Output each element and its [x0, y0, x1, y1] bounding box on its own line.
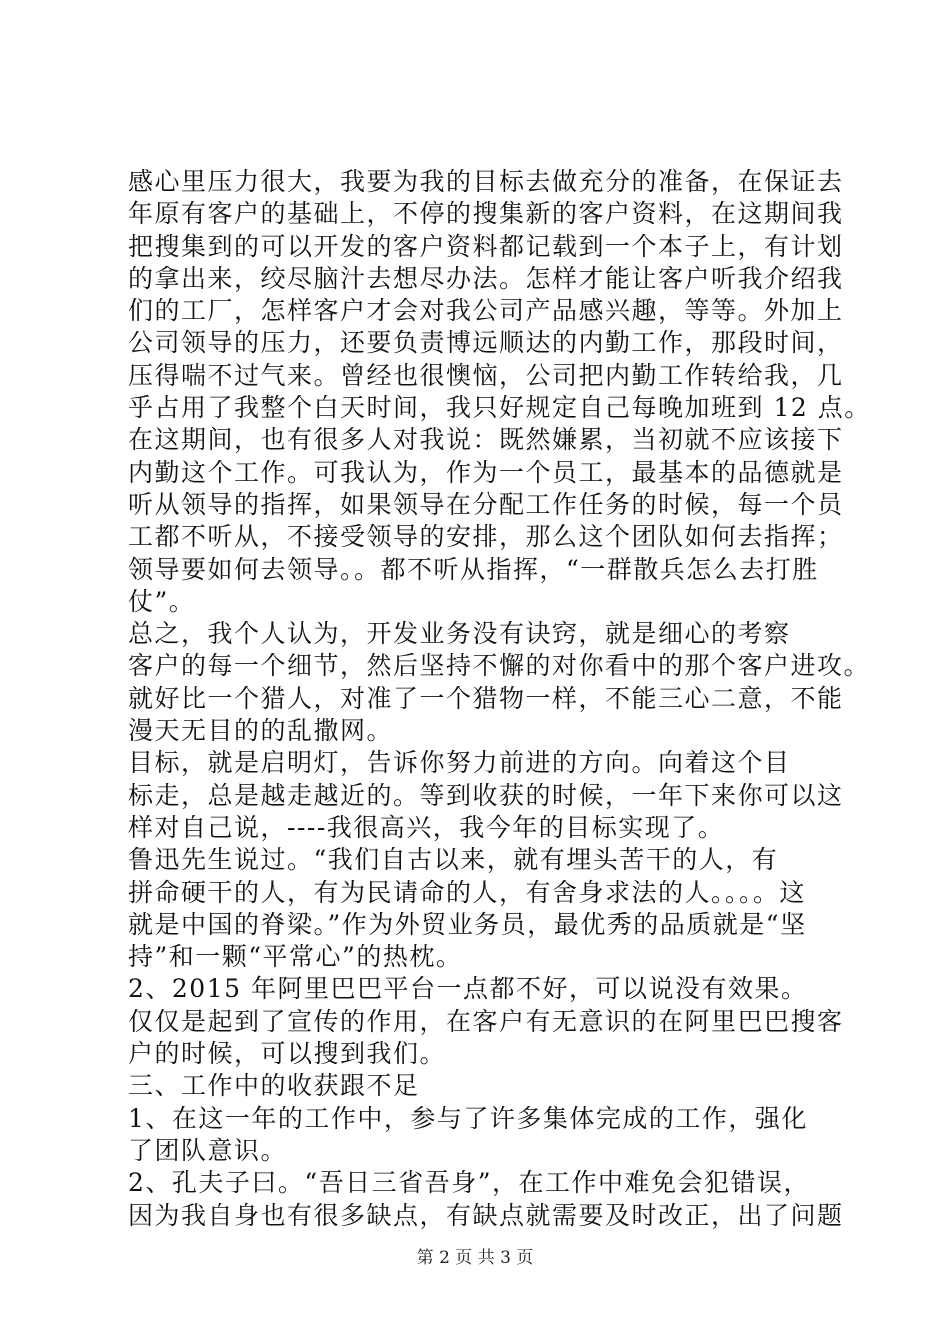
text-line: 仅仅是起到了宣传的作用，在客户有无意识的在阿里巴巴搜客	[128, 1006, 844, 1036]
text-line: 持”和一颗“平常心”的热枕。	[128, 942, 463, 972]
text-line: 拼命硬干的人，有为民请命的人，有舍身求法的人。。。。这	[128, 877, 807, 907]
text-line: 标走，总是越走越近的。等到收获的时候，一年下来你可以这	[128, 780, 844, 810]
text-line: 仗”。	[128, 586, 196, 616]
page-number-footer: 第 2 页 共 3 页	[416, 1248, 534, 1268]
text-line: 2、孔夫子曰。“吾日三省吾身”，在工作中难免会犯错误，	[128, 1168, 810, 1198]
text-line: 感心里压力很大，我要为我的目标去做充分的准备，在保证去	[128, 167, 844, 196]
text-line: 内勤这个工作。可我认为，作为一个员工，最基本的品德就是	[128, 457, 844, 487]
text-line: 客户的每一个细节，然后坚持不懈的对你看中的那个客户进攻。	[128, 651, 871, 681]
text-line: 漫天无目的的乱撒网。	[128, 716, 394, 746]
text-line: 户的时候，可以搜到我们。	[128, 1039, 447, 1069]
text-line: 公司领导的压力，还要负责博远顺达的内勤工作，那段时间，	[128, 328, 844, 358]
text-line: 三、工作中的收获跟不足	[128, 1071, 420, 1101]
text-line: 1、在这一年的工作中，参与了许多集体完成的工作，强化	[128, 1103, 808, 1133]
text-line: 乎占用了我整个白天时间，我只好规定自己每晚加班到 12 点。	[128, 393, 871, 423]
text-line: 压得喘不过气来。曾经也很懊恼，公司把内勤工作转给我，几	[128, 360, 844, 390]
text-line: 在这期间，也有很多人对我说：既然嫌累，当初就不应该接下	[128, 425, 844, 455]
text-line: 就是中国的脊梁。”作为外贸业务员，最优秀的品质就是“坚	[128, 909, 807, 939]
text-line: 就好比一个猎人，对准了一个猎物一样，不能三心二意，不能	[128, 683, 844, 713]
text-line: 目标，就是启明灯，告诉你努力前进的方向。向着这个目	[128, 748, 791, 778]
text-line: 们的工厂，怎样客户才会对我公司产品感兴趣，等等。外加上	[128, 296, 844, 326]
text-line: 领导要如何去领导。。都不听从指挥，“一群散兵怎么去打胜	[128, 554, 819, 584]
text-line: 年原有客户的基础上，不停的搜集新的客户资料，在这期间我	[128, 199, 844, 229]
body-text	[128, 166, 871, 1232]
text-line: 了团队意识。	[128, 1135, 288, 1165]
text-line: 把搜集到的可以开发的客户资料都记载到一个本子上，有计划	[128, 231, 844, 261]
text-line: 总之，我个人认为，开发业务没有诀窍，就是细心的考察	[128, 619, 791, 649]
text-line: 鲁迅先生说过。“我们自古以来，就有埋头苦干的人，有	[128, 845, 779, 875]
text-line: 的拿出来，绞尽脑汁去想尽办法。怎样才能让客户听我介绍我	[128, 263, 844, 293]
text-line: 工都不听从，不接受领导的安排，那么这个团队如何去指挥；	[128, 522, 844, 552]
text-line: 因为我自身也有很多缺点，有缺点就需要及时改正，出了问题	[128, 1200, 844, 1230]
text-line: 2、2015 年阿里巴巴平台一点都不好，可以说没有效果。	[128, 974, 808, 1004]
text-line: 听从领导的指挥，如果领导在分配工作任务的时候，每一个员	[128, 489, 844, 519]
text-line: 样对自己说，----我很高兴，我今年的目标实现了。	[128, 812, 725, 842]
